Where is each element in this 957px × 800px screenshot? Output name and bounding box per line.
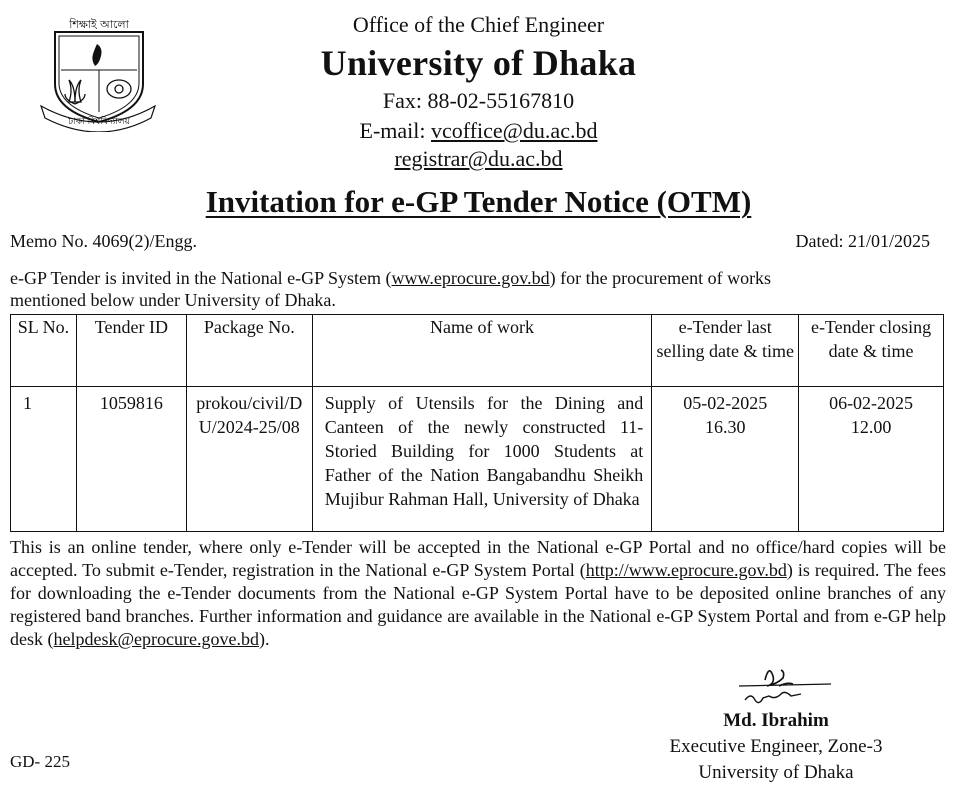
- header-sl: SL No.: [11, 315, 77, 387]
- header-work: Name of work: [312, 315, 652, 387]
- handwritten-signature: [735, 660, 835, 706]
- cell-tender-id: 1059816: [76, 387, 186, 532]
- email-line-2: [0, 146, 957, 172]
- selling-time: 16.30: [704, 417, 746, 437]
- office-title: Office of the Chief Engineer: [352, 12, 605, 37]
- gd-number: GD- 225: [10, 752, 70, 771]
- closing-time: 12.00: [850, 417, 892, 437]
- university-name: University of Dhaka: [320, 43, 637, 83]
- table-row: [11, 387, 944, 532]
- logo-name-text: ঢাকা বিশ্ববিদ্যালয়: [68, 117, 130, 127]
- intro-paragraph-line2: mentioned below under University of Dhaka.: [10, 290, 336, 310]
- header-tender-id: Tender ID: [76, 315, 186, 387]
- signatory-name: Md. Ibrahim: [723, 710, 829, 731]
- eprocure-portal-link[interactable]: http://www.eprocure.gov.bd: [585, 560, 787, 580]
- notice-date: Dated: 21/01/2025: [795, 231, 930, 251]
- helpdesk-email-link[interactable]: helpdesk@eprocure.gove.bd: [53, 629, 260, 649]
- intro-paragraph: e-GP Tender is invited in the National e-GP System (www.eprocure.gov.bd) for the procurement of works: [10, 268, 772, 288]
- closing-date: 06-02-2025: [829, 393, 914, 413]
- cell-closing: [799, 387, 944, 532]
- email-label: E-mail:: [359, 118, 432, 143]
- signatory-title: Executive Engineer, Zone-3: [669, 736, 883, 757]
- selling-date: 05-02-2025: [683, 393, 768, 413]
- signatory-organization: University of Dhaka: [698, 762, 854, 783]
- header-closing-date: e-Tender closing date & time: [799, 315, 944, 387]
- eprocure-link[interactable]: www.eprocure.gov.bd: [391, 268, 550, 288]
- email-link-vcoffice[interactable]: vcoffice@du.ac.bd: [431, 118, 598, 143]
- header-selling-date: e-Tender last selling date & time: [652, 315, 799, 387]
- cell-selling: [652, 387, 799, 532]
- memo-number: Memo No. 4069(2)/Engg.: [10, 231, 197, 251]
- instructions-paragraph: This is an online tender, where only e-Tender will be accepted in the National e-GP Portal and no office/hard copies will be accepted. To submit e-Tender, registration in the National e-GP System Portal (http://www.eprocure.gov.bd) is required. The fees for downloading the e-Tender documents from the National e-GP System Portal have to be deposited online branches of any registered band branches. Further information and guidance are available in the National e-GP System Portal and from e-GP help desk (helpdesk@eprocure.gove.bd).: [10, 537, 946, 649]
- cell-sl: 1: [11, 387, 77, 532]
- header-package-no: Package No.: [186, 315, 312, 387]
- table-header-row: [11, 315, 944, 387]
- fax-number: Fax: 88-02-55167810: [382, 88, 575, 113]
- tender-table: [10, 314, 944, 532]
- email-link-registrar[interactable]: registrar@du.ac.bd: [394, 146, 563, 171]
- logo-motto-text: শিক্ষাই আলো: [69, 18, 129, 31]
- email-line: [0, 118, 957, 144]
- cell-work: Supply of Utensils for the Dining and Canteen of the newly constructed 11-Storied Building for 1000 Students at Father of the Nation Bangabandhu Sheikh Mujibur Rahman Hall, University of Dhaka: [312, 387, 652, 532]
- cell-package-no: prokou/civil/DU/2024-25/08: [186, 387, 312, 532]
- notice-title: Invitation for e-GP Tender Notice (OTM): [205, 184, 752, 219]
